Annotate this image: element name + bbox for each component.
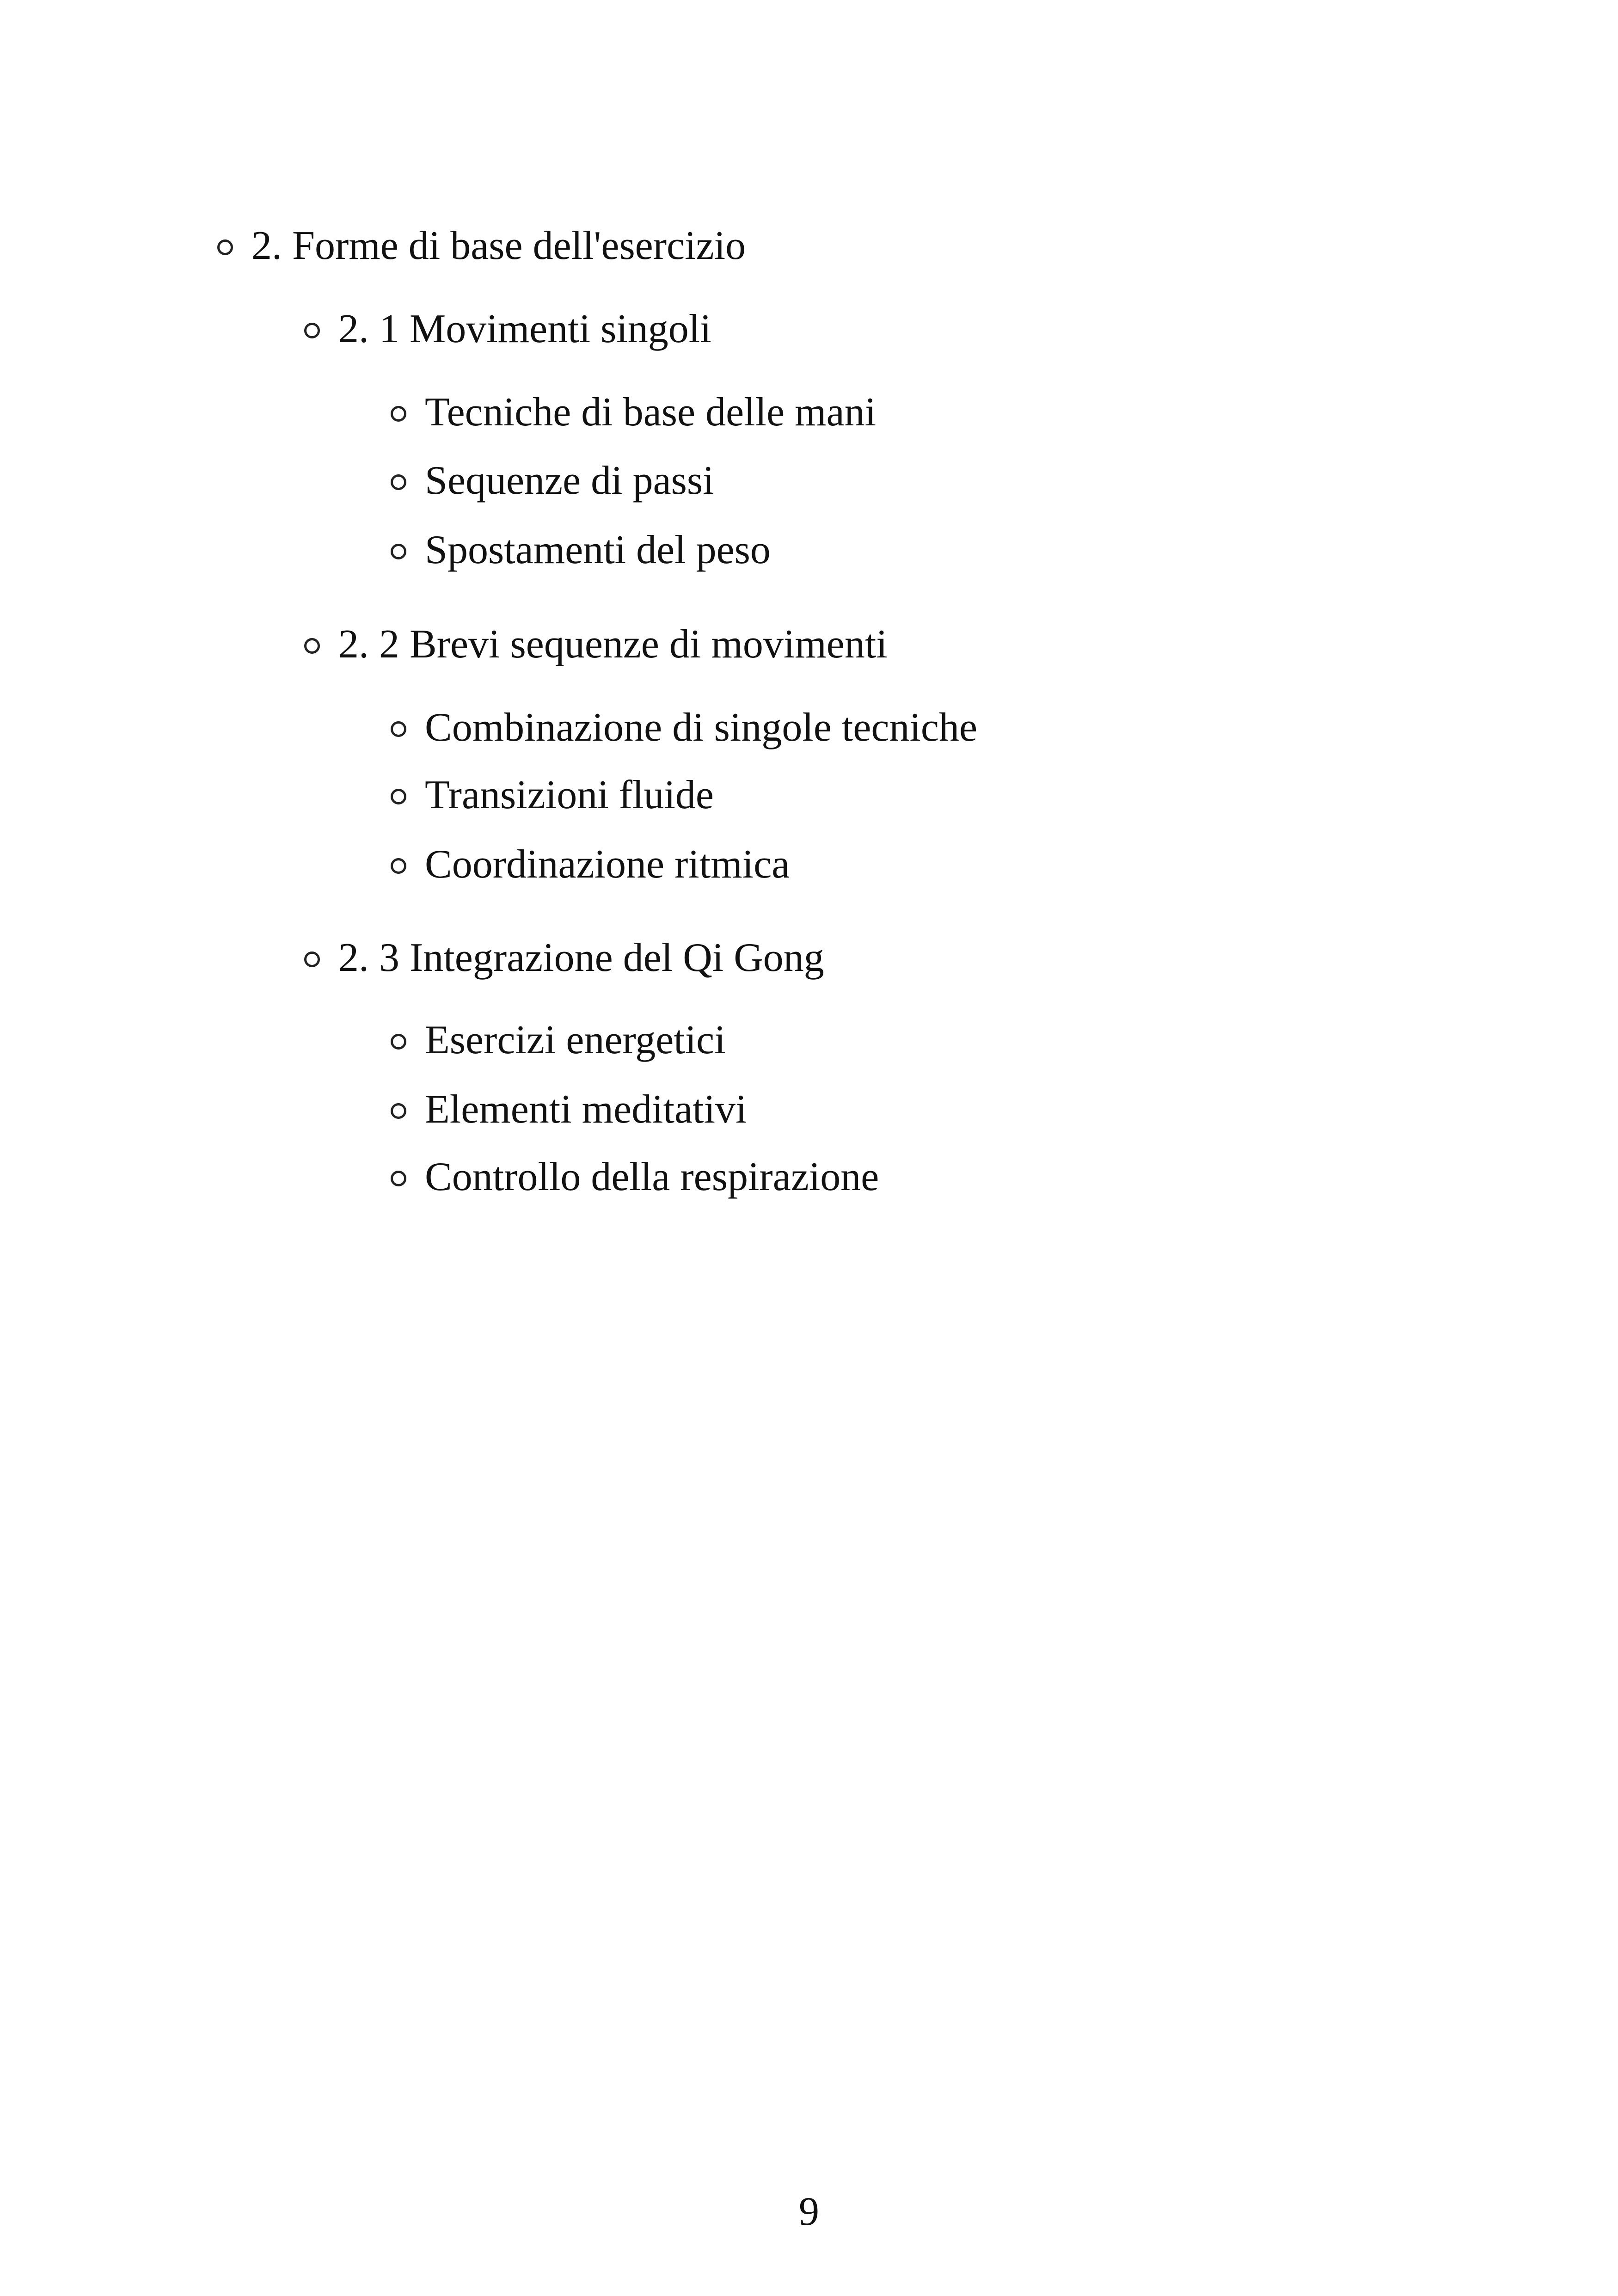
- hollow-bullet-icon: [391, 789, 406, 804]
- hollow-bullet-icon: [304, 323, 320, 338]
- page-number: 9: [799, 2189, 819, 2234]
- subsection-title: 2. 3 Integrazione del Qi Gong: [338, 935, 824, 980]
- hollow-bullet-icon: [391, 544, 406, 559]
- hollow-bullet-icon: [391, 1171, 406, 1186]
- outline-subsection: [304, 935, 824, 980]
- outline-item: [391, 530, 771, 571]
- hollow-bullet-icon: [391, 721, 406, 737]
- item-label: Coordinazione ritmica: [425, 842, 790, 887]
- outline-section: [217, 223, 746, 268]
- hollow-bullet-icon: [391, 406, 406, 422]
- outline-subsection: [304, 309, 711, 350]
- item-label: Transizioni fluide: [425, 773, 714, 817]
- hollow-bullet-icon: [391, 858, 406, 874]
- outline-item: [391, 707, 977, 748]
- outline-item: [391, 844, 790, 885]
- section-title: 2. Forme di base dell'esercizio: [251, 223, 746, 268]
- hollow-bullet-icon: [217, 239, 233, 255]
- hollow-bullet-icon: [304, 638, 320, 654]
- outline-item: [391, 1020, 726, 1061]
- hollow-bullet-icon: [391, 474, 406, 490]
- outline-item: [391, 775, 714, 816]
- subsection-title: 2. 2 Brevi sequenze di movimenti: [338, 622, 888, 667]
- outline-item: [391, 1089, 747, 1130]
- hollow-bullet-icon: [391, 1103, 406, 1119]
- subsection-title: 2. 1 Movimenti singoli: [338, 307, 711, 351]
- item-label: Controllo della respirazione: [425, 1154, 879, 1199]
- item-label: Combinazione di singole tecniche: [425, 705, 978, 750]
- item-label: Esercizi energetici: [425, 1018, 726, 1062]
- item-label: Tecniche di base delle mani: [425, 390, 876, 435]
- outline-subsection: [304, 624, 888, 665]
- item-label: Spostamenti del peso: [425, 528, 771, 572]
- outline-item: [391, 1154, 879, 1199]
- item-label: Elementi meditativi: [425, 1087, 747, 1132]
- hollow-bullet-icon: [391, 1034, 406, 1050]
- outline-item: [391, 392, 876, 433]
- hollow-bullet-icon: [304, 952, 320, 967]
- outline-item: [391, 460, 714, 501]
- item-label: Sequenze di passi: [425, 458, 714, 503]
